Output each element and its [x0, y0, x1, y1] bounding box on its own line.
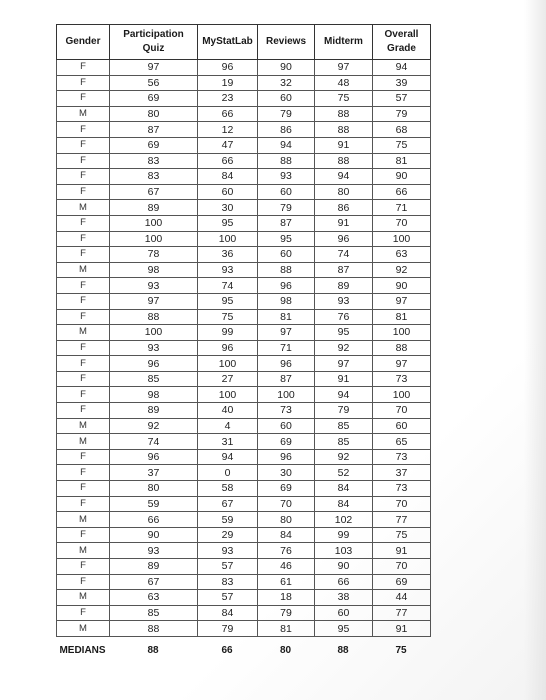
median-midterm: 88: [337, 645, 349, 656]
cell-reviews: 86: [258, 122, 315, 138]
cell-overall-grade: 70: [373, 496, 431, 512]
cell-participation-quiz: 98: [110, 262, 198, 278]
table-row: [57, 184, 431, 200]
cell-overall-grade: 100: [373, 387, 431, 403]
cell-participation-quiz: 100: [110, 231, 198, 247]
cell-overall-grade: 81: [373, 309, 431, 325]
cell-mystatlab: 84: [198, 169, 258, 185]
cell-mystatlab: 58: [198, 481, 258, 497]
cell-gender: F: [57, 574, 110, 590]
header-participation-quiz: [110, 25, 198, 60]
cell-mystatlab: 100: [198, 356, 258, 372]
cell-reviews: 88: [258, 262, 315, 278]
cell-midterm: 94: [315, 387, 373, 403]
cell-overall-grade: 73: [373, 449, 431, 465]
table-row: [57, 449, 431, 465]
cell-midterm: 91: [315, 215, 373, 231]
cell-gender: M: [57, 434, 110, 450]
cell-midterm: 96: [315, 231, 373, 247]
cell-gender: F: [57, 169, 110, 185]
cell-reviews: 96: [258, 449, 315, 465]
cell-midterm: 52: [315, 465, 373, 481]
cell-reviews: 76: [258, 543, 315, 559]
cell-midterm: 60: [315, 605, 373, 621]
cell-mystatlab: 79: [198, 621, 258, 637]
cell-reviews: 60: [258, 247, 315, 263]
cell-overall-grade: 63: [373, 247, 431, 263]
cell-participation-quiz: 96: [110, 449, 198, 465]
cell-overall-grade: 91: [373, 543, 431, 559]
cell-midterm: 48: [315, 75, 373, 91]
table-row: [57, 325, 431, 341]
cell-participation-quiz: 66: [110, 512, 198, 528]
cell-midterm: 85: [315, 434, 373, 450]
cell-overall-grade: 69: [373, 574, 431, 590]
cell-overall-grade: 60: [373, 418, 431, 434]
cell-reviews: 79: [258, 605, 315, 621]
cell-gender: M: [57, 106, 110, 122]
cell-overall-grade: 97: [373, 356, 431, 372]
cell-gender: F: [57, 247, 110, 263]
median-reviews: 80: [279, 645, 292, 656]
cell-reviews: 100: [258, 387, 315, 403]
cell-reviews: 95: [258, 231, 315, 247]
cell-overall-grade: 44: [373, 590, 431, 606]
cell-participation-quiz: 74: [110, 434, 198, 450]
cell-mystatlab: 74: [198, 278, 258, 294]
cell-participation-quiz: 93: [110, 278, 198, 294]
cell-reviews: 69: [258, 434, 315, 450]
cell-gender: F: [57, 293, 110, 309]
cell-midterm: 89: [315, 278, 373, 294]
header-overall-line1: Overall: [384, 29, 419, 40]
table-row: [57, 387, 431, 403]
cell-participation-quiz: 56: [110, 75, 198, 91]
table-row: [57, 137, 431, 153]
table-row: [57, 371, 431, 387]
cell-gender: F: [57, 60, 110, 76]
cell-participation-quiz: 69: [110, 137, 198, 153]
cell-participation-quiz: 67: [110, 574, 198, 590]
cell-midterm: 66: [315, 574, 373, 590]
table-row: [57, 200, 431, 216]
cell-mystatlab: 83: [198, 574, 258, 590]
cell-mystatlab: 99: [198, 325, 258, 341]
cell-midterm: 99: [315, 527, 373, 543]
cell-midterm: 85: [315, 418, 373, 434]
table-row: [57, 247, 431, 263]
cell-participation-quiz: 83: [110, 153, 198, 169]
cell-gender: F: [57, 371, 110, 387]
cell-gender: M: [57, 621, 110, 637]
cell-reviews: 73: [258, 403, 315, 419]
cell-participation-quiz: 63: [110, 590, 198, 606]
cell-midterm: 92: [315, 340, 373, 356]
cell-mystatlab: 66: [198, 106, 258, 122]
cell-participation-quiz: 97: [110, 60, 198, 76]
cell-mystatlab: 0: [198, 465, 258, 481]
table-row: [57, 169, 431, 185]
cell-gender: F: [57, 465, 110, 481]
cell-overall-grade: 77: [373, 512, 431, 528]
cell-participation-quiz: 67: [110, 184, 198, 200]
cell-overall-grade: 92: [373, 262, 431, 278]
cell-midterm: 86: [315, 200, 373, 216]
cell-gender: F: [57, 137, 110, 153]
cell-midterm: 103: [315, 543, 373, 559]
cell-participation-quiz: 100: [110, 325, 198, 341]
cell-midterm: 79: [315, 403, 373, 419]
grades-table-body: [57, 60, 431, 637]
cell-mystatlab: 31: [198, 434, 258, 450]
cell-mystatlab: 93: [198, 543, 258, 559]
cell-midterm: 93: [315, 293, 373, 309]
cell-gender: F: [57, 309, 110, 325]
cell-mystatlab: 95: [198, 215, 258, 231]
cell-midterm: 84: [315, 496, 373, 512]
cell-overall-grade: 39: [373, 75, 431, 91]
cell-mystatlab: 84: [198, 605, 258, 621]
cell-reviews: 30: [258, 465, 315, 481]
table-row: [57, 356, 431, 372]
table-row: [57, 293, 431, 309]
cell-overall-grade: 91: [373, 621, 431, 637]
cell-reviews: 96: [258, 356, 315, 372]
cell-midterm: 87: [315, 262, 373, 278]
cell-participation-quiz: 85: [110, 605, 198, 621]
cell-mystatlab: 96: [198, 60, 258, 76]
cell-overall-grade: 66: [373, 184, 431, 200]
cell-participation-quiz: 89: [110, 559, 198, 575]
cell-overall-grade: 100: [373, 231, 431, 247]
cell-mystatlab: 100: [198, 387, 258, 403]
cell-midterm: 74: [315, 247, 373, 263]
cell-overall-grade: 68: [373, 122, 431, 138]
cell-overall-grade: 73: [373, 481, 431, 497]
page-edge-shadow: [524, 0, 546, 700]
cell-participation-quiz: 88: [110, 621, 198, 637]
cell-reviews: 88: [258, 153, 315, 169]
cell-reviews: 46: [258, 559, 315, 575]
cell-mystatlab: 94: [198, 449, 258, 465]
cell-mystatlab: 100: [198, 231, 258, 247]
table-row: [57, 91, 431, 107]
cell-gender: F: [57, 75, 110, 91]
cell-mystatlab: 60: [198, 184, 258, 200]
cell-gender: M: [57, 590, 110, 606]
cell-overall-grade: 90: [373, 278, 431, 294]
table-row: [57, 559, 431, 575]
header-midterm: Midterm: [315, 25, 373, 60]
cell-participation-quiz: 93: [110, 543, 198, 559]
cell-midterm: 88: [315, 106, 373, 122]
cell-reviews: 18: [258, 590, 315, 606]
cell-midterm: 94: [315, 169, 373, 185]
table-row: [57, 122, 431, 138]
cell-reviews: 81: [258, 621, 315, 637]
cell-reviews: 79: [258, 106, 315, 122]
table-row: [57, 481, 431, 497]
table-row: [57, 496, 431, 512]
cell-midterm: 97: [315, 356, 373, 372]
cell-midterm: 88: [315, 122, 373, 138]
header-quiz-line2: Quiz: [142, 43, 165, 54]
median-mystatlab: 66: [221, 645, 233, 656]
cell-participation-quiz: 89: [110, 200, 198, 216]
cell-reviews: 71: [258, 340, 315, 356]
cell-mystatlab: 66: [198, 153, 258, 169]
cell-participation-quiz: 97: [110, 293, 198, 309]
cell-participation-quiz: 88: [110, 309, 198, 325]
cell-participation-quiz: 92: [110, 418, 198, 434]
cell-gender: M: [57, 200, 110, 216]
cell-participation-quiz: 96: [110, 356, 198, 372]
cell-midterm: 90: [315, 559, 373, 575]
cell-midterm: 92: [315, 449, 373, 465]
cell-midterm: 38: [315, 590, 373, 606]
cell-reviews: 80: [258, 512, 315, 528]
cell-overall-grade: 73: [373, 371, 431, 387]
medians-row: [0, 645, 546, 659]
cell-overall-grade: 57: [373, 91, 431, 107]
cell-midterm: 76: [315, 309, 373, 325]
cell-mystatlab: 30: [198, 200, 258, 216]
table-row: [57, 75, 431, 91]
table-row: [57, 309, 431, 325]
cell-midterm: 95: [315, 325, 373, 341]
cell-mystatlab: 12: [198, 122, 258, 138]
cell-gender: F: [57, 184, 110, 200]
cell-overall-grade: 37: [373, 465, 431, 481]
cell-overall-grade: 65: [373, 434, 431, 450]
table-row: [57, 512, 431, 528]
cell-gender: F: [57, 449, 110, 465]
cell-participation-quiz: 80: [110, 106, 198, 122]
cell-midterm: 75: [315, 91, 373, 107]
table-row: [57, 215, 431, 231]
cell-gender: M: [57, 543, 110, 559]
cell-participation-quiz: 37: [110, 465, 198, 481]
table-row: [57, 418, 431, 434]
cell-gender: F: [57, 231, 110, 247]
cell-participation-quiz: 90: [110, 527, 198, 543]
cell-gender: F: [57, 605, 110, 621]
cell-mystatlab: 93: [198, 262, 258, 278]
cell-mystatlab: 36: [198, 247, 258, 263]
cell-midterm: 97: [315, 60, 373, 76]
cell-gender: F: [57, 122, 110, 138]
cell-participation-quiz: 69: [110, 91, 198, 107]
cell-mystatlab: 95: [198, 293, 258, 309]
cell-overall-grade: 75: [373, 137, 431, 153]
cell-overall-grade: 100: [373, 325, 431, 341]
table-row: [57, 605, 431, 621]
cell-overall-grade: 77: [373, 605, 431, 621]
medians-label: MEDIANS: [59, 645, 106, 656]
table-header-row: [57, 25, 431, 60]
cell-overall-grade: 71: [373, 200, 431, 216]
table-row: [57, 465, 431, 481]
cell-reviews: 79: [258, 200, 315, 216]
cell-overall-grade: 97: [373, 293, 431, 309]
cell-gender: F: [57, 559, 110, 575]
cell-overall-grade: 81: [373, 153, 431, 169]
cell-participation-quiz: 83: [110, 169, 198, 185]
cell-midterm: 95: [315, 621, 373, 637]
cell-mystatlab: 57: [198, 559, 258, 575]
table-row: [57, 527, 431, 543]
median-overall-grade: 75: [395, 645, 407, 656]
header-reviews: Reviews: [258, 25, 315, 60]
cell-participation-quiz: 59: [110, 496, 198, 512]
cell-gender: F: [57, 91, 110, 107]
cell-midterm: 88: [315, 153, 373, 169]
cell-midterm: 91: [315, 371, 373, 387]
cell-reviews: 61: [258, 574, 315, 590]
cell-participation-quiz: 87: [110, 122, 198, 138]
cell-gender: M: [57, 262, 110, 278]
cell-mystatlab: 59: [198, 512, 258, 528]
cell-reviews: 69: [258, 481, 315, 497]
cell-reviews: 60: [258, 91, 315, 107]
cell-mystatlab: 47: [198, 137, 258, 153]
cell-reviews: 32: [258, 75, 315, 91]
cell-gender: M: [57, 512, 110, 528]
header-mystatlab: MyStatLab: [198, 25, 258, 60]
table-row: [57, 434, 431, 450]
grades-table: [56, 24, 431, 637]
cell-overall-grade: 88: [373, 340, 431, 356]
cell-overall-grade: 70: [373, 559, 431, 575]
cell-reviews: 98: [258, 293, 315, 309]
cell-gender: F: [57, 153, 110, 169]
header-overall-grade: [373, 25, 431, 60]
cell-mystatlab: 40: [198, 403, 258, 419]
cell-reviews: 81: [258, 309, 315, 325]
table-row: [57, 574, 431, 590]
cell-reviews: 87: [258, 371, 315, 387]
cell-participation-quiz: 100: [110, 215, 198, 231]
cell-mystatlab: 19: [198, 75, 258, 91]
cell-mystatlab: 96: [198, 340, 258, 356]
table-row: [57, 60, 431, 76]
cell-reviews: 60: [258, 184, 315, 200]
cell-participation-quiz: 98: [110, 387, 198, 403]
cell-gender: F: [57, 496, 110, 512]
cell-reviews: 90: [258, 60, 315, 76]
cell-gender: M: [57, 418, 110, 434]
cell-gender: F: [57, 527, 110, 543]
table-row: [57, 543, 431, 559]
cell-mystatlab: 23: [198, 91, 258, 107]
cell-participation-quiz: 85: [110, 371, 198, 387]
cell-participation-quiz: 78: [110, 247, 198, 263]
cell-gender: F: [57, 356, 110, 372]
cell-gender: F: [57, 387, 110, 403]
cell-overall-grade: 94: [373, 60, 431, 76]
header-gender: Gender: [57, 25, 110, 60]
cell-reviews: 96: [258, 278, 315, 294]
cell-midterm: 84: [315, 481, 373, 497]
cell-mystatlab: 27: [198, 371, 258, 387]
cell-reviews: 97: [258, 325, 315, 341]
table-row: [57, 262, 431, 278]
cell-participation-quiz: 93: [110, 340, 198, 356]
table-row: [57, 403, 431, 419]
table-row: [57, 106, 431, 122]
table-row: [57, 621, 431, 637]
cell-midterm: 80: [315, 184, 373, 200]
cell-reviews: 70: [258, 496, 315, 512]
cell-mystatlab: 67: [198, 496, 258, 512]
cell-overall-grade: 70: [373, 215, 431, 231]
cell-mystatlab: 4: [198, 418, 258, 434]
cell-mystatlab: 75: [198, 309, 258, 325]
cell-participation-quiz: 80: [110, 481, 198, 497]
cell-overall-grade: 90: [373, 169, 431, 185]
header-quiz-line1: Participation: [123, 29, 184, 40]
cell-overall-grade: 70: [373, 403, 431, 419]
cell-reviews: 87: [258, 215, 315, 231]
cell-reviews: 60: [258, 418, 315, 434]
median-participation-quiz: 88: [147, 645, 159, 656]
cell-participation-quiz: 89: [110, 403, 198, 419]
cell-gender: F: [57, 215, 110, 231]
table-row: [57, 153, 431, 169]
cell-mystatlab: 29: [198, 527, 258, 543]
table-row: [57, 590, 431, 606]
cell-gender: F: [57, 403, 110, 419]
cell-gender: F: [57, 481, 110, 497]
cell-mystatlab: 57: [198, 590, 258, 606]
cell-overall-grade: 79: [373, 106, 431, 122]
cell-midterm: 91: [315, 137, 373, 153]
cell-overall-grade: 75: [373, 527, 431, 543]
cell-gender: M: [57, 325, 110, 341]
cell-midterm: 102: [315, 512, 373, 528]
cell-gender: F: [57, 340, 110, 356]
cell-reviews: 84: [258, 527, 315, 543]
header-overall-line2: Grade: [387, 43, 416, 54]
table-row: [57, 340, 431, 356]
cell-reviews: 93: [258, 169, 315, 185]
table-row: [57, 231, 431, 247]
cell-reviews: 94: [258, 137, 315, 153]
table-row: [57, 278, 431, 294]
cell-gender: F: [57, 278, 110, 294]
